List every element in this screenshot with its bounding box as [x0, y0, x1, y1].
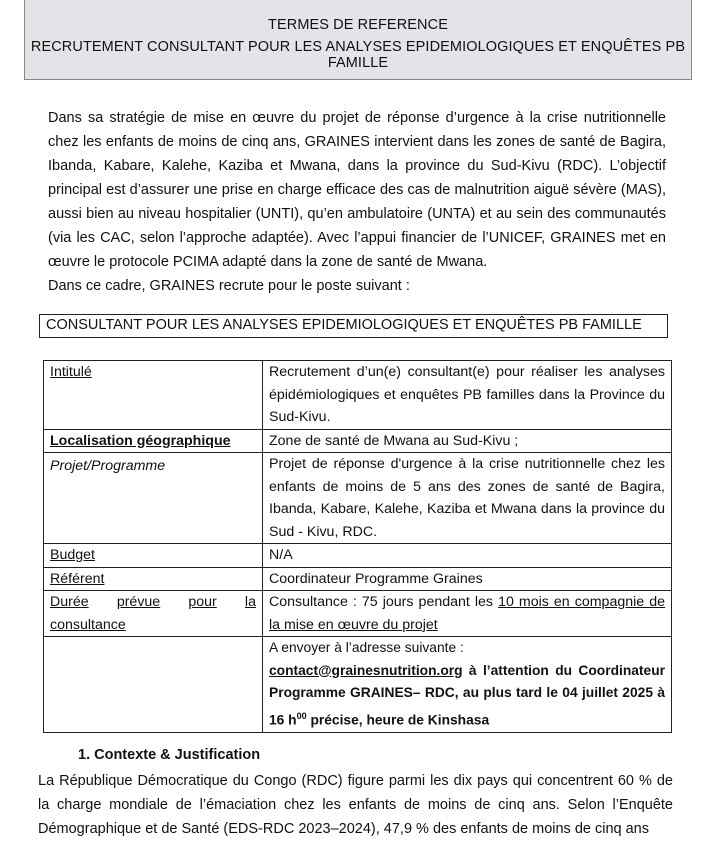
duree-label-word: prévue	[116, 594, 161, 610]
duree-label-word: pour	[188, 594, 217, 610]
duree-value	[263, 591, 672, 637]
intitule-label: Intitulé	[50, 364, 92, 380]
table-row	[44, 361, 672, 430]
duree-label-line2: consultance	[50, 616, 126, 633]
intitule-value: Recrutement d’un(e) consultant(e) pour réaliser les analyses épidémiologiques et enquêtes PB familles dans la Province du Sud-Kivu.	[263, 361, 672, 430]
envoi-value	[263, 637, 672, 733]
section-heading: 1. Contexte & Justification	[78, 747, 261, 763]
table-label-cell	[44, 361, 263, 430]
table-row	[44, 544, 672, 568]
duree-label-word: Durée	[50, 594, 89, 610]
projet-label: Projet/Programme	[50, 458, 166, 474]
budget-value: N/A	[263, 544, 672, 568]
budget-label: Budget	[50, 547, 95, 563]
envoi-text: à l’attention du Coordinateur Programme GRAINES– RDC, au plus tard le 04 juillet 2025 à 16 h	[269, 662, 665, 728]
duree-label-line1	[50, 591, 256, 614]
table-row	[44, 591, 672, 637]
localisation-value: Zone de santé de Mwana au Sud-Kivu ;	[263, 429, 672, 453]
referent-value: Coordinateur Programme Graines	[263, 567, 672, 591]
intro-paragraph: Dans sa stratégie de mise en œuvre du projet de réponse d’urgence à la crise nutritionnelle chez les enfants de moins de cinq ans, GRAINES intervient dans les zones de santé de Bagira, Ibanda, Kabare, Kalehe, Kaziba et Mwana, dans la province du Sud-Kivu (RDC). L’objectif principal est d’assurer une prise en charge efficace des cas de malnutrition aiguë sévère (MAS), aussi bien au niveau hospitalier (UNTI), qu’en ambulatoire (UNTA) et au sein des communautés (via les CAC, selon l’approche adaptée). Avec l’appui financier de l’UNICEF, GRAINES met en œuvre le protocole PCIMA adapté dans la zone de santé de Mwana.	[48, 110, 666, 270]
table-label-cell-empty	[44, 637, 263, 733]
document-type-title: TERMES DE REFERENCE	[268, 17, 448, 33]
duree-value-underlined: 10 mois en compagnie de la mise en œuvre du projet	[269, 594, 665, 633]
section-paragraph: La République Démocratique du Congo (RDC) figure parmi les dix pays qui concentrent 60 % de la charge mondiale de l’émaciation chez les enfants de moins de cinq ans. Selon l’Enquête Démographique et de Santé (EDS-RDC 2023–2024), 47,9 % des enfants de moins de cinq ans	[38, 773, 673, 837]
document-main-title: RECRUTEMENT CONSULTANT POUR LES ANALYSES EPIDEMIOLOGIQUES ET ENQUÊTES PB FAMILLE	[30, 39, 686, 71]
table-label-cell	[44, 544, 263, 568]
intro-closing: Dans ce cadre, GRAINES recrute pour le poste suivant :	[48, 278, 410, 294]
position-title-box: CONSULTANT POUR LES ANALYSES EPIDEMIOLOGIQUES ET ENQUÊTES PB FAMILLE	[39, 314, 668, 338]
table-label-cell	[44, 453, 263, 544]
envoi-end: précise, heure de Kinshasa	[306, 712, 490, 728]
table-row	[44, 453, 672, 544]
document-header	[24, 0, 692, 80]
duree-label-word: la	[244, 594, 256, 610]
table-label-cell	[44, 591, 263, 637]
table-row	[44, 567, 672, 591]
envoi-intro: A envoyer à l’adresse suivante :	[269, 640, 464, 655]
table-row	[44, 637, 672, 733]
job-info-table	[43, 360, 672, 733]
localisation-label: Localisation géographique	[50, 432, 231, 449]
table-label-cell	[44, 567, 263, 591]
intro-section	[48, 106, 666, 298]
projet-value: Projet de réponse d'urgence à la crise nutritionnelle chez les enfants de moins de 5 ans des zones de santé de Bagira, Ibanda, Kabare, Kalehe, Kaziba et Mwana dans la province du Sud - Kivu, RDC.	[263, 453, 672, 544]
table-label-cell	[44, 429, 263, 453]
contact-email-link[interactable]: contact@grainesnutrition.org	[269, 662, 463, 678]
referent-label: Référent	[50, 570, 105, 587]
envoi-superscript: 00	[296, 710, 307, 721]
table-row	[44, 429, 672, 453]
duree-value-prefix: Consultance : 75 jours pendant les	[269, 594, 499, 610]
